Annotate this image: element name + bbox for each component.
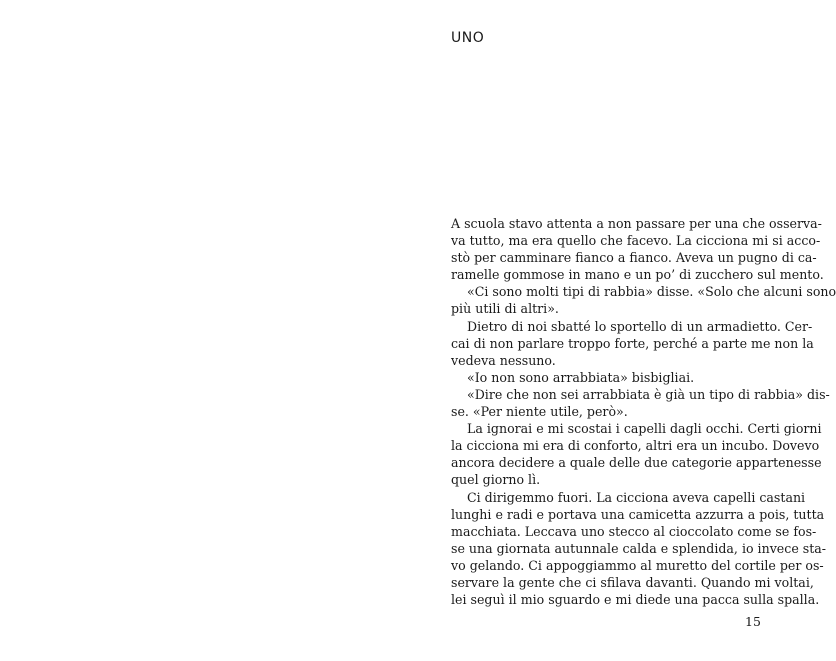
text-line: la cicciona mi era di conforto, altri era un incubo. Dovevo: [451, 438, 820, 454]
text-line: Dietro di noi sbatté lo sportello di un armadietto. Cer-: [467, 318, 813, 334]
chapter-title: UNO: [451, 30, 485, 46]
text-line: ramelle gommose in mano e un po’ di zucchero sul mento.: [451, 267, 824, 283]
text-line: «Io non sono arrabbiata» bisbigliai.: [467, 369, 695, 385]
text-line: ancora decidere a quale delle due categorie appartenesse: [451, 455, 822, 471]
text-line: vo gelando. Ci appoggiammo al muretto del cortile per os-: [451, 557, 824, 573]
text-line: più utili di altri».: [451, 301, 559, 317]
text-line: La ignorai e mi scostai i capelli dagli occhi. Certi giorni: [467, 421, 822, 437]
text-line: «Ci sono molti tipi di rabbia» disse. «Solo che alcuni sono: [467, 284, 836, 300]
text-line: «Dire che non sei arrabbiata è già un tipo di rabbia» dis-: [467, 386, 830, 402]
body-text: [451, 215, 836, 608]
text-line: va tutto, ma era quello che facevo. La cicciona mi si acco-: [451, 233, 821, 249]
text-line: se una giornata autunnale calda e splendida, io invece sta-: [451, 540, 827, 556]
text-line: lunghi e radi e portava una camicetta azzurra a pois, tutta: [451, 506, 825, 522]
text-line: servare la gente che ci sfilava davanti. Quando mi voltai,: [451, 574, 814, 590]
text-line: lei seguì il mio sguardo e mi diede una pacca sulla spalla.: [451, 592, 820, 608]
text-line: Ci dirigemmo fuori. La cicciona aveva capelli castani: [467, 489, 806, 505]
text-line: se. «Per niente utile, però».: [451, 404, 628, 420]
page-number: 15: [745, 614, 761, 629]
text-line: macchiata. Leccava uno stecco al cioccolato come se fos-: [451, 523, 817, 539]
text-line: A scuola stavo attenta a non passare per una che osserva-: [451, 216, 822, 231]
text-line: stò per camminare fianco a fianco. Aveva un pugno di ca-: [451, 250, 817, 266]
text-line: cai di non parlare troppo forte, perché a parte me non la: [451, 335, 814, 351]
text-line: vedeva nessuno.: [451, 352, 556, 368]
text-line: quel giorno lì.: [451, 472, 541, 488]
